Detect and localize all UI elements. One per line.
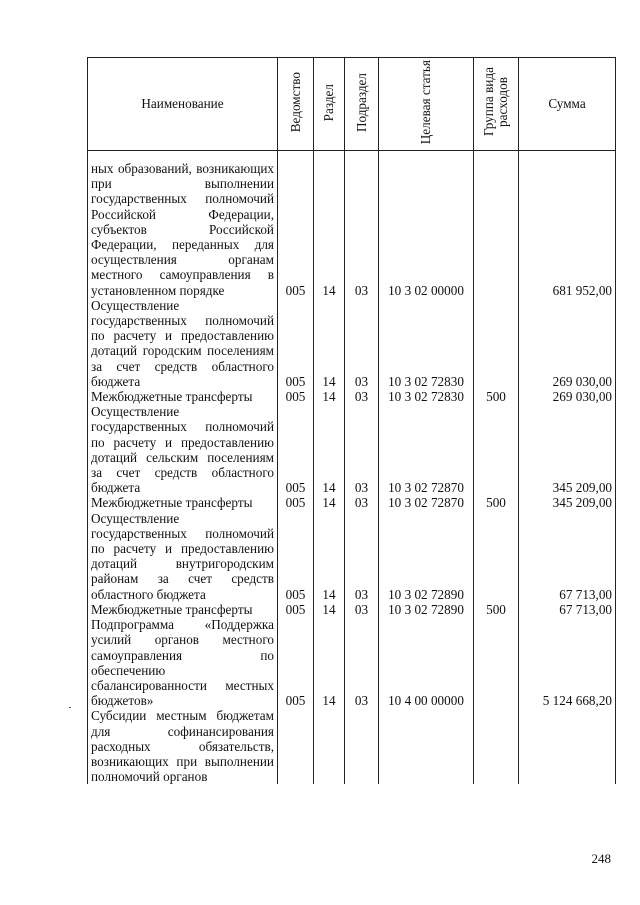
table-row xyxy=(88,602,616,617)
cell-name: ных образований, возникающих при выполнении государственных полномочий Российской Федерации, субъектов Российской Федерации, переданных для осуществления органам местного самоуправления в установленном порядке xyxy=(88,161,278,298)
table-row xyxy=(88,161,616,298)
cell-summa xyxy=(519,708,616,784)
cell-vedomstvo: 005 xyxy=(278,617,314,708)
table-row xyxy=(88,298,616,389)
cell-razdel: 14 xyxy=(314,389,345,404)
cell-celevaya: 10 3 02 72890 xyxy=(379,511,474,602)
cell-razdel: 14 xyxy=(314,617,345,708)
cell-celevaya: 10 3 02 72870 xyxy=(379,495,474,510)
cell-celevaya: 10 3 02 72830 xyxy=(379,298,474,389)
cell-name: Субсидии местным бюджетам для софинансирования расходных обязательств, возникающих при выполнении полномочий органов xyxy=(88,708,278,784)
table-row xyxy=(88,495,616,510)
cell-vedomstvo: 005 xyxy=(278,602,314,617)
cell-summa: 5 124 668,20 xyxy=(519,617,616,708)
cell-summa: 681 952,00 xyxy=(519,161,616,298)
cell-summa: 269 030,00 xyxy=(519,389,616,404)
header-vedomstvo: Ведомство xyxy=(278,58,314,151)
cell-gruppa: 500 xyxy=(474,602,519,617)
cell-razdel: 14 xyxy=(314,511,345,602)
header-celevaya: Целевая статья xyxy=(379,58,474,151)
spacer-cell xyxy=(474,151,519,162)
cell-podrazdel xyxy=(345,708,379,784)
cell-podrazdel: 03 xyxy=(345,161,379,298)
header-summa: Сумма xyxy=(519,58,616,151)
cell-celevaya: 10 4 00 00000 xyxy=(379,617,474,708)
table-row xyxy=(88,617,616,708)
cell-podrazdel: 03 xyxy=(345,389,379,404)
cell-vedomstvo: 005 xyxy=(278,161,314,298)
cell-celevaya: 10 3 02 72890 xyxy=(379,602,474,617)
spacer-cell xyxy=(519,151,616,162)
cell-gruppa xyxy=(474,708,519,784)
cell-vedomstvo: 005 xyxy=(278,389,314,404)
cell-celevaya: 10 3 02 72830 xyxy=(379,389,474,404)
cell-summa: 67 713,00 xyxy=(519,511,616,602)
spacer-cell xyxy=(88,151,278,162)
cell-razdel: 14 xyxy=(314,161,345,298)
cell-gruppa xyxy=(474,617,519,708)
cell-gruppa: 500 xyxy=(474,389,519,404)
cell-razdel xyxy=(314,708,345,784)
cell-podrazdel: 03 xyxy=(345,617,379,708)
header-podrazdel: Подраздел xyxy=(345,58,379,151)
cell-podrazdel: 03 xyxy=(345,298,379,389)
table-row xyxy=(88,404,616,495)
table-body xyxy=(88,151,616,785)
cell-razdel: 14 xyxy=(314,602,345,617)
spacer-cell xyxy=(345,151,379,162)
table-row xyxy=(88,511,616,602)
cell-summa: 345 209,00 xyxy=(519,495,616,510)
spacer-cell xyxy=(278,151,314,162)
cell-name: Межбюджетные трансферты xyxy=(88,602,278,617)
cell-name: Осуществление государственных полномочий по расчету и предоставлению дотаций сельским поселениям за счет средств областного бюджета xyxy=(88,404,278,495)
cell-vedomstvo: 005 xyxy=(278,404,314,495)
table-header-row xyxy=(88,58,616,151)
table-row xyxy=(88,708,616,784)
cell-gruppa: 500 xyxy=(474,495,519,510)
scan-speck xyxy=(69,707,71,708)
cell-vedomstvo: 005 xyxy=(278,495,314,510)
cell-name: Осуществление государственных полномочий по расчету и предоставлению дотаций городским поселениям за счет средств областного бюджета xyxy=(88,298,278,389)
header-gruppa: Группа вида расходов xyxy=(474,58,519,151)
cell-name: Осуществление государственных полномочий по расчету и предоставлению дотаций внутригородским районам за счет средств областного бюджета xyxy=(88,511,278,602)
cell-podrazdel: 03 xyxy=(345,404,379,495)
cell-summa: 269 030,00 xyxy=(519,298,616,389)
cell-vedomstvo: 005 xyxy=(278,298,314,389)
cell-vedomstvo xyxy=(278,708,314,784)
cell-gruppa xyxy=(474,404,519,495)
cell-celevaya: 10 3 02 72870 xyxy=(379,404,474,495)
cell-gruppa xyxy=(474,511,519,602)
cell-razdel: 14 xyxy=(314,404,345,495)
cell-gruppa xyxy=(474,298,519,389)
cell-celevaya xyxy=(379,708,474,784)
cell-summa: 67 713,00 xyxy=(519,602,616,617)
cell-podrazdel: 03 xyxy=(345,602,379,617)
spacer-cell xyxy=(314,151,345,162)
cell-razdel: 14 xyxy=(314,495,345,510)
table-spacer-row xyxy=(88,151,616,162)
cell-name: Подпрограмма «Поддержка усилий органов местного самоуправления по обеспечению сбалансированности местных бюджетов» xyxy=(88,617,278,708)
cell-name: Межбюджетные трансферты xyxy=(88,495,278,510)
header-razdel: Раздел xyxy=(314,58,345,151)
cell-name: Межбюджетные трансферты xyxy=(88,389,278,404)
header-name: Наименование xyxy=(88,58,278,151)
cell-razdel: 14 xyxy=(314,298,345,389)
table-row xyxy=(88,389,616,404)
cell-summa: 345 209,00 xyxy=(519,404,616,495)
cell-gruppa xyxy=(474,161,519,298)
cell-celevaya: 10 3 02 00000 xyxy=(379,161,474,298)
cell-podrazdel: 03 xyxy=(345,511,379,602)
page-number: 248 xyxy=(591,851,611,866)
budget-table xyxy=(87,57,616,784)
spacer-cell xyxy=(379,151,474,162)
cell-podrazdel: 03 xyxy=(345,495,379,510)
cell-vedomstvo: 005 xyxy=(278,511,314,602)
